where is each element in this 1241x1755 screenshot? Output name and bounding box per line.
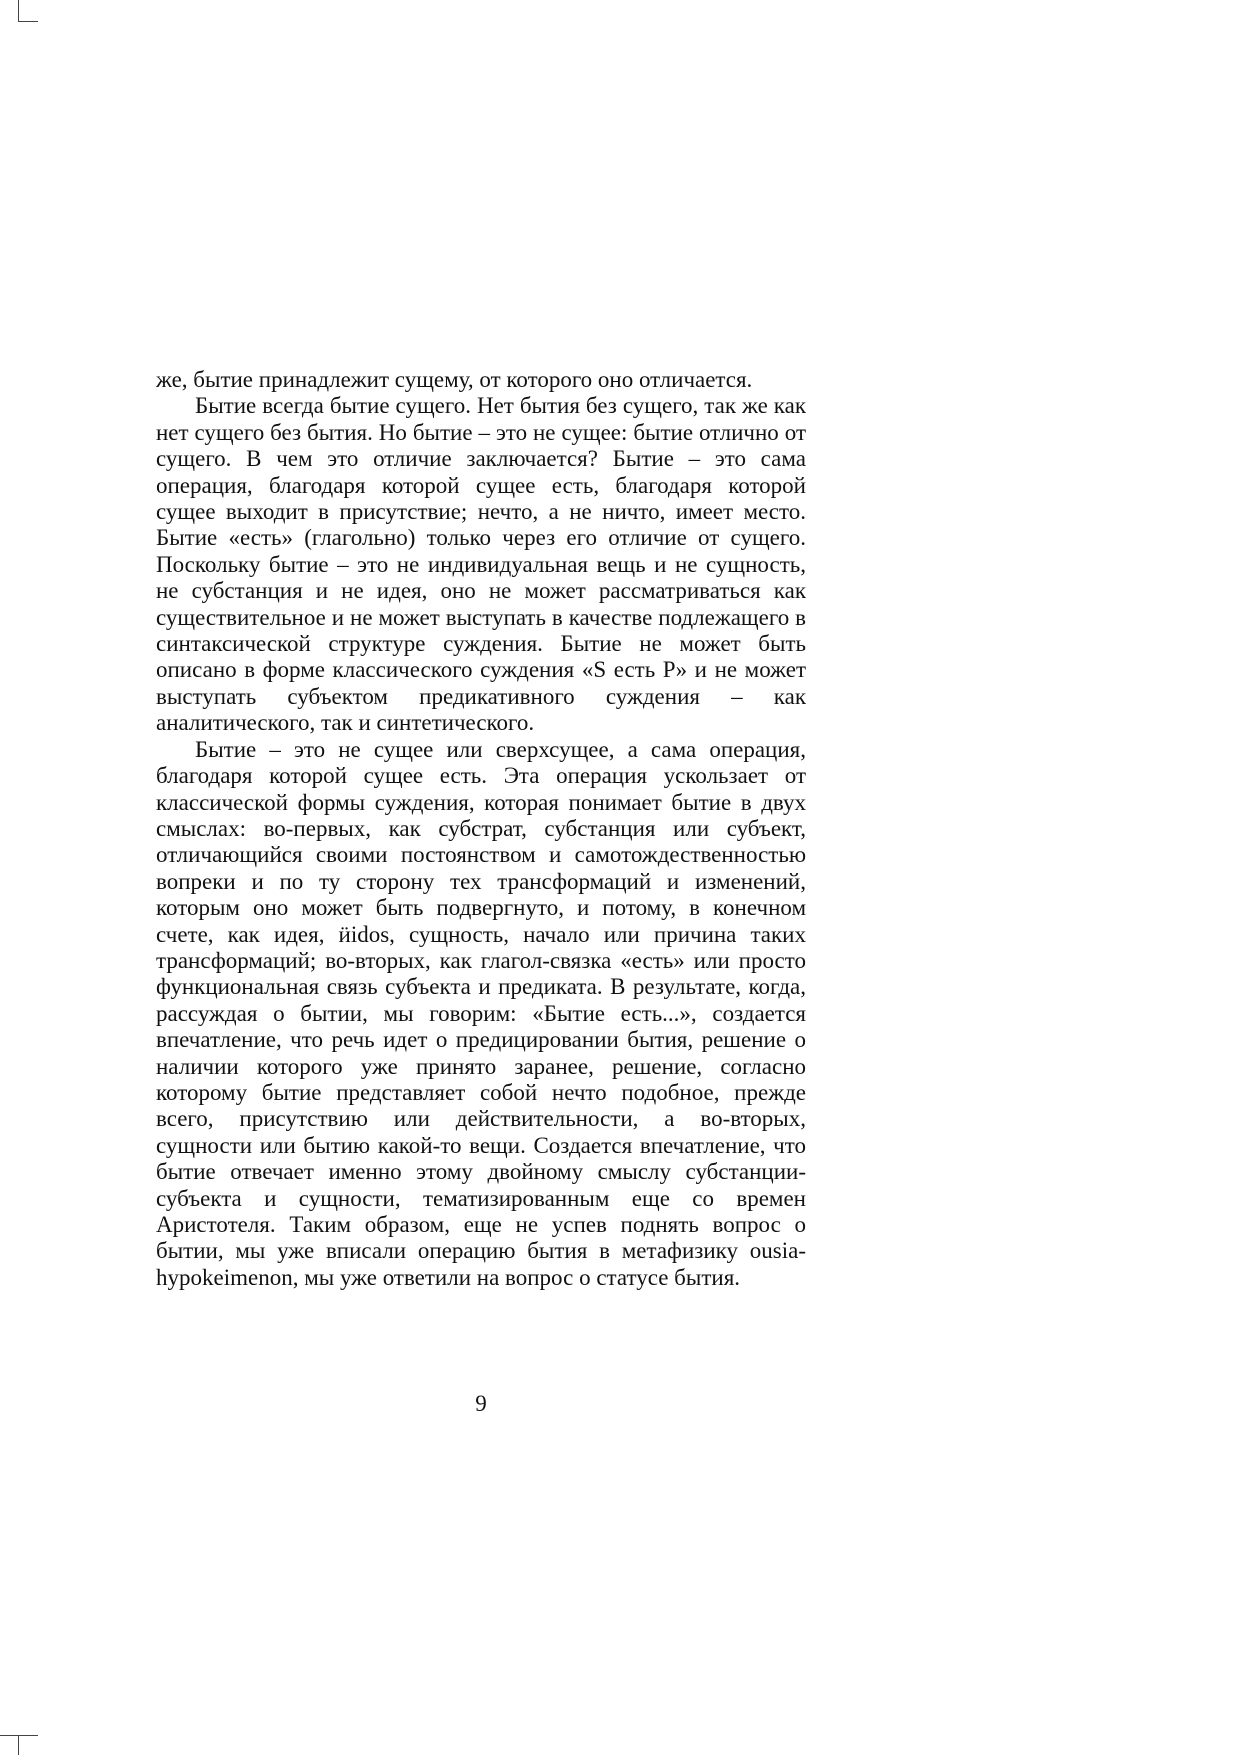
paragraph-being-as-operation: Бытие – это не сущее или сверхсущее, а сама операция, благодаря которой сущее есть. Эта операция ускользает от классической формы суждения, которая понимает бытие в двух смыслах: во-первых, как субстрат, субстанция или субъект, отличающийся своими постоянством и самотождественностью вопреки и по ту сторону тех трансформаций и изменений, которым оно может быть подвергнуто, и потому, в конечном счете, как идея, ӥidos, сущность, начало или причина таких трансформаций; во-вторых, как глагол-связка «есть» или просто функциональная связь субъекта и предиката. В результате, когда, рассуждая о бытии, мы говорим: «Бытие есть...», создается впечатление, что речь идет о предицировании бытия, решение о наличии которого уже принято заранее, решение, согласно которому бытие представляет собой нечто подобное, прежде всего, присутствию или действительности, а во-вторых, сущности или бытию какой-то вещи. Создается впечатление, что бытие отвечает именно этому двойному смыслу субстанции-субъекта и сущности, тематизированным еще со времен Аристотеля. Таким образом, еще не успев поднять вопрос о бытии, мы уже вписали операцию бытия в метафизику ousia-hypokeimenon, мы уже ответили на вопрос о статусе бытия. xyxy=(156,736,806,1290)
crop-mark-bottom-left-horizontal xyxy=(0,1735,38,1736)
crop-mark-top-left-vertical xyxy=(18,0,19,21)
crop-mark-top-left-horizontal xyxy=(18,21,38,22)
paragraph-continuation: же, бытие принадлежит сущему, от которого оно отличается. xyxy=(156,367,753,392)
paragraph-being-of-beings: Бытие всегда бытие сущего. Нет бытия без сущего, так же как нет сущего без бытия. Но бытие – это не сущее: бытие отлично от сущего. В чем это отличие заключается? Бытие – это сама операция, благодаря которой сущее есть, благодаря которой сущее выходит в присутствие; нечто, а не ничто, имеет место. Бытие «есть» (глагольно) только через его отличие от сущего. Поскольку бытие – это не индивидуальная вещь и не сущность, не субстанция и не идея, оно не может рассматриваться как существительное и не может выступать в качестве подлежащего в синтаксической структуре суждения. Бытие не может быть описано в форме классического суждения «S есть P» и не может выступать субъектом предикативного суждения – как аналитического, так и синтетического. xyxy=(156,393,806,736)
crop-mark-bottom-left-vertical xyxy=(18,1735,19,1755)
page-number: 9 xyxy=(475,1391,487,1416)
page-body xyxy=(156,367,806,1291)
